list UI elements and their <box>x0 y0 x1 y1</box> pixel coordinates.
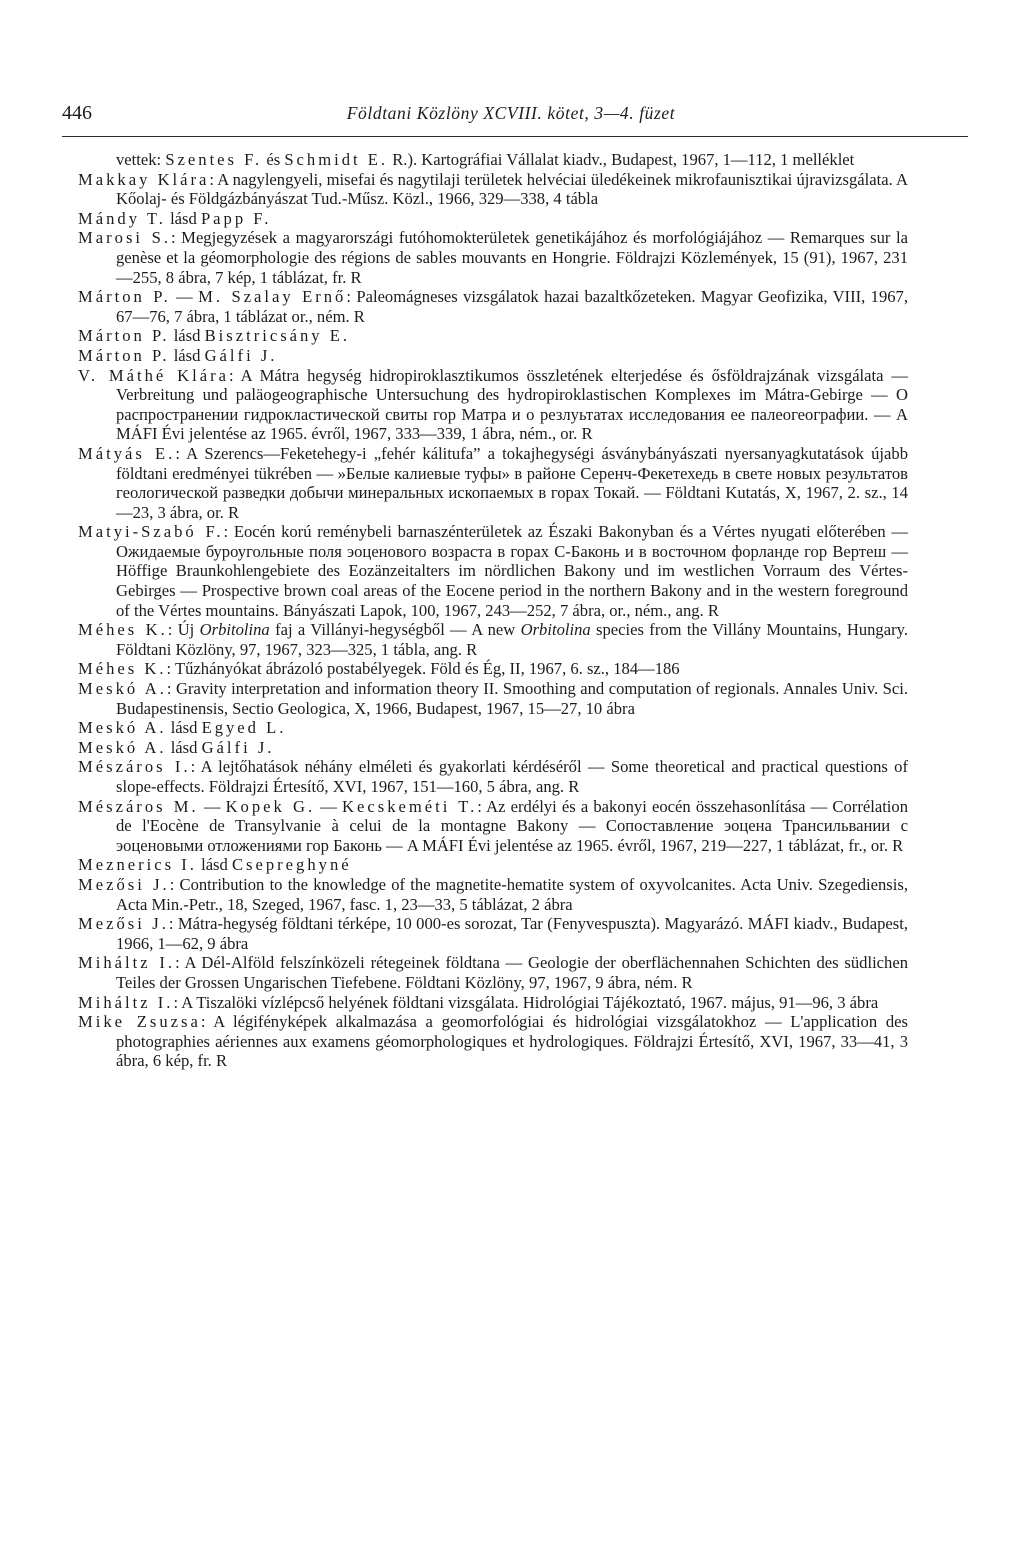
author-name: Mészáros I. <box>78 757 191 777</box>
bibliography-entry <box>78 875 908 914</box>
bibliography-entry <box>78 366 908 444</box>
author-name: Mezősi J. <box>78 914 169 934</box>
bibliography-entry <box>78 797 908 856</box>
page-number: 446 <box>62 102 92 124</box>
author-name: Marosi S. <box>78 228 171 248</box>
author-name: Schmidt E. <box>284 150 389 169</box>
author-name: Meskó A. <box>78 679 167 699</box>
entry-text: : A Szerencs—Feketehegy-i „fehér kálitufa” a tokajhegységi ásványbányászati nyersanyagkutatások újabb földtani eredményei tükrében — »Белые калиевые туфы» в районе Серенч-Фекетехедь в свете новых результатов геологической разведки добычи минеральных ископаемых в горах Токай. — Földtani Kutatás, X, 1967, 2. sz., 14—23, 3 ábra, or. R <box>116 443 908 522</box>
bibliography-list <box>78 150 908 1071</box>
bibliography-entry <box>78 855 908 875</box>
author-name: Miháltz I. <box>78 992 174 1012</box>
entry-text: lásd <box>196 855 232 875</box>
running-title: Földtani Közlöny XCVIII. kötet, 3—4. füzet <box>346 103 676 123</box>
bibliography-entry <box>78 209 908 229</box>
author-name: Makkay Klára <box>78 169 210 189</box>
entry-text: : Megjegyzések a magyarországi futóhomokterületek genetikájához és morfológiájához — Remarques sur la genèse et la géomorphologie des régions de sables mouvants en Hongrie. Földrajzi Közlemények, 15 (91), 1967, 231—255, 8 ábra, 7 kép, 1 táblázat, fr. R <box>116 228 908 287</box>
bibliography-entry <box>78 170 908 209</box>
author-name: Gálfi J. <box>201 737 275 757</box>
entry-text: lásd <box>166 718 202 738</box>
author-name: Bisztricsány E. <box>204 326 351 346</box>
author-name: Gálfi J. <box>204 345 278 365</box>
bibliography-entry <box>78 953 908 992</box>
page-header <box>62 102 960 130</box>
entry-text: : Mátra-hegység földtani térképe, 10 000-es sorozat, Tar (Fenyvespuszta). Magyarázó. MÁFI kiadv., Budapest, 1966, 1—62, 9 ábra <box>116 914 908 953</box>
bibliography-entry <box>78 346 908 366</box>
entry-text: — <box>170 287 199 307</box>
entry-text: species from the Villány Mountains, Hungary. Földtani Közlöny, 97, 1967, 323—325, 1 tábla, ang. R <box>116 620 908 659</box>
bibliography-entry <box>78 738 908 758</box>
taxon-name: Orbitolina <box>199 620 270 640</box>
entry-text: R.). Kartográfiai Vállalat kiadv., Budapest, 1967, 1—112, 1 melléklet <box>388 150 855 169</box>
entry-text: : A lejtőhatások néhány elméleti és gyakorlati kérdéséről — Some theoretical and practical questions of slope-effects. Földrajzi Értesítő, XVI, 1967, 151—160, 5 ábra, ang. R <box>116 757 908 796</box>
taxon-name: Orbitolina <box>520 620 591 640</box>
bibliography-entry <box>78 659 908 679</box>
bibliography-entry <box>78 326 908 346</box>
entry-text: : A Mátra hegység hidropiroklasztikumos összletének elterjedése és ősföldrajzának vizsgálata — Verbreitung und paläogeographische Untersuchung des hydropiroklastischen Komplexes im Mátra-Gebirge — О распространении гидрокластической свиты гор Матра и о резлуьтатах исследования ее палеогеографии. — A MÁFI Évi jelentése az 1965. évről, 1967, 333—339, 1 ábra, ném., or. R <box>116 365 909 444</box>
author-name: Meskó A. <box>78 737 167 757</box>
entry-text: vettek: <box>116 150 166 169</box>
entry-text: : Tűzhányókat ábrázoló postabélyegek. Föld és Ég, II, 1967, 6. sz., 184—186 <box>166 659 680 679</box>
author-name: Márton P. <box>78 326 170 346</box>
entry-text: és <box>262 150 285 169</box>
entry-text: : Paleomágneses vizsgálatok hazai bazaltkőzeteken. Magyar Geofizika, VIII, 1967, 67—76, 7 ábra, 1 táblázat or., ném. R <box>116 287 909 326</box>
entry-text: lásd <box>165 208 201 228</box>
author-name: V. Máthé Klára <box>78 365 230 385</box>
entry-text: : Új <box>167 620 200 640</box>
author-name: Márton P. <box>78 345 170 365</box>
entry-text: lásd <box>166 737 202 757</box>
bibliography-entry <box>78 522 908 620</box>
author-name: Mike Zsuzsa <box>78 1012 201 1032</box>
author-name: Miháltz I. <box>78 953 176 973</box>
author-name: Egyed L. <box>201 718 287 738</box>
entry-text: lásd <box>169 345 205 365</box>
entry-text: lásd <box>169 326 205 346</box>
entry-text: faj a Villányi-hegységből — A new <box>269 620 521 640</box>
entry-text: : A Dél-Alföld felszínközeli rétegeinek földtana — Geologie der oberflächennahen Schichten des südlichen Teiles der Grossen Ungarischen Tiefebene. Földtani Közlöny, 97, 1967, 9 ábra, ném. R <box>116 953 909 992</box>
bibliography-entry <box>78 679 908 718</box>
entry-text: : A légifényképek alkalmazása a geomorfológiai és hidrológiai vizsgálatokhoz — L'application des photographies aériennes aux examens géomorphologiques et hydrologiques. Földrajzi Értesítő, XVI, 1967, 33—41, 3 ábra, 6 kép, fr. R <box>116 1012 908 1071</box>
author-name: Meskó A. <box>78 718 167 738</box>
entry-text: : Gravity interpretation and information theory II. Smoothing and computation of regionals. Annales Univ. Sci. Budapestinensis, Sectio Geologica, X, 1966, Budapest, 1967, 15—27, 10 ábra <box>116 679 908 718</box>
bibliography-entry <box>78 287 908 326</box>
author-name: Papp F. <box>200 208 272 228</box>
entry-text: : Contribution to the knowledge of the magnetite-hematite system of oxyvolcanites. Acta Univ. Szegediensis, Acta Min.-Petr., 18, Szeged, 1967, fasc. 1, 23—33, 5 táblázat, 2 ábra <box>116 874 908 914</box>
author-name: M. Szalay Ernő <box>198 287 347 307</box>
author-name: Mátyás E. <box>78 443 176 463</box>
author-name: Meznerics I. <box>78 855 197 875</box>
author-name: Mészáros M. <box>78 796 199 816</box>
entry-text: : A nagylengyeli, misefai és nagytilaji területek helvéciai üledékeinek mikrofaunisztikai újravizsgálata. A Kőolaj- és Földgázbányászat Tud.-Műsz. Közl., 1966, 329—338, 4 tábla <box>116 169 908 209</box>
author-name: Kopek G. <box>225 796 316 816</box>
entry-text: : A Tiszalöki vízlépcső helyének földtani vizsgálata. Hidrológiai Tájékoztató, 1967. május, 91—96, 3 ábra <box>173 992 879 1012</box>
bibliography-entry <box>78 444 908 522</box>
author-name: Márton P. <box>78 287 171 307</box>
entry-text: — <box>315 796 343 816</box>
header-rule <box>62 136 968 137</box>
bibliography-entry <box>78 914 908 953</box>
author-name: Mezősi J. <box>78 874 170 894</box>
bibliography-entry <box>78 150 908 170</box>
bibliography-entry <box>78 620 908 659</box>
bibliography-entry <box>78 1012 908 1071</box>
bibliography-entry <box>78 718 908 738</box>
bibliography-entry <box>78 228 908 287</box>
author-name: Mándy T. <box>78 208 166 228</box>
entry-text: : Az erdélyi és a bakonyi eocén összehasonlítása — Corrélation de l'Eocène de Transylvanie à celui de la montagne Bakony — Сопоставление эоцена Трансильвании с эоценовыми отложениями гор Баконь — A MÁFI Évi jelentése az 1965. évről, 1967, 219—227, 1 táblázat, fr., or. R <box>116 796 909 855</box>
author-name: Méhes K. <box>78 620 168 640</box>
entry-text: — <box>198 796 226 816</box>
author-name: Méhes K. <box>78 659 167 679</box>
bibliography-entry <box>78 993 908 1013</box>
author-name: Matyi-Szabó F. <box>78 522 224 542</box>
author-name: Szentes F. <box>165 150 263 169</box>
entry-text: : Eocén korú reménybeli barnaszénterületek az Északi Bakonyban és a Vértes nyugati előterében — Ожидаемые буроугольные поля эоценового возраста в горах С-Баконь и в восточном форланде гор Вертеш — Höffige Braunkohlengebiete des Eozänzeitalters im nördlichen Bakony und im westlichen Vorraum des Vértes-Gebirges — Prospective brown coal areas of the Eocene period in the northern Bakony and in the western foreground of the Vértes mountains. Bányászati Lapok, 100, 1967, 243—252, 7 ábra, or., ném., ang. R <box>116 522 908 620</box>
bibliography-entry <box>78 757 908 796</box>
author-name: Csepreghyné <box>231 855 352 875</box>
author-name: Kecskeméti T. <box>342 796 478 816</box>
